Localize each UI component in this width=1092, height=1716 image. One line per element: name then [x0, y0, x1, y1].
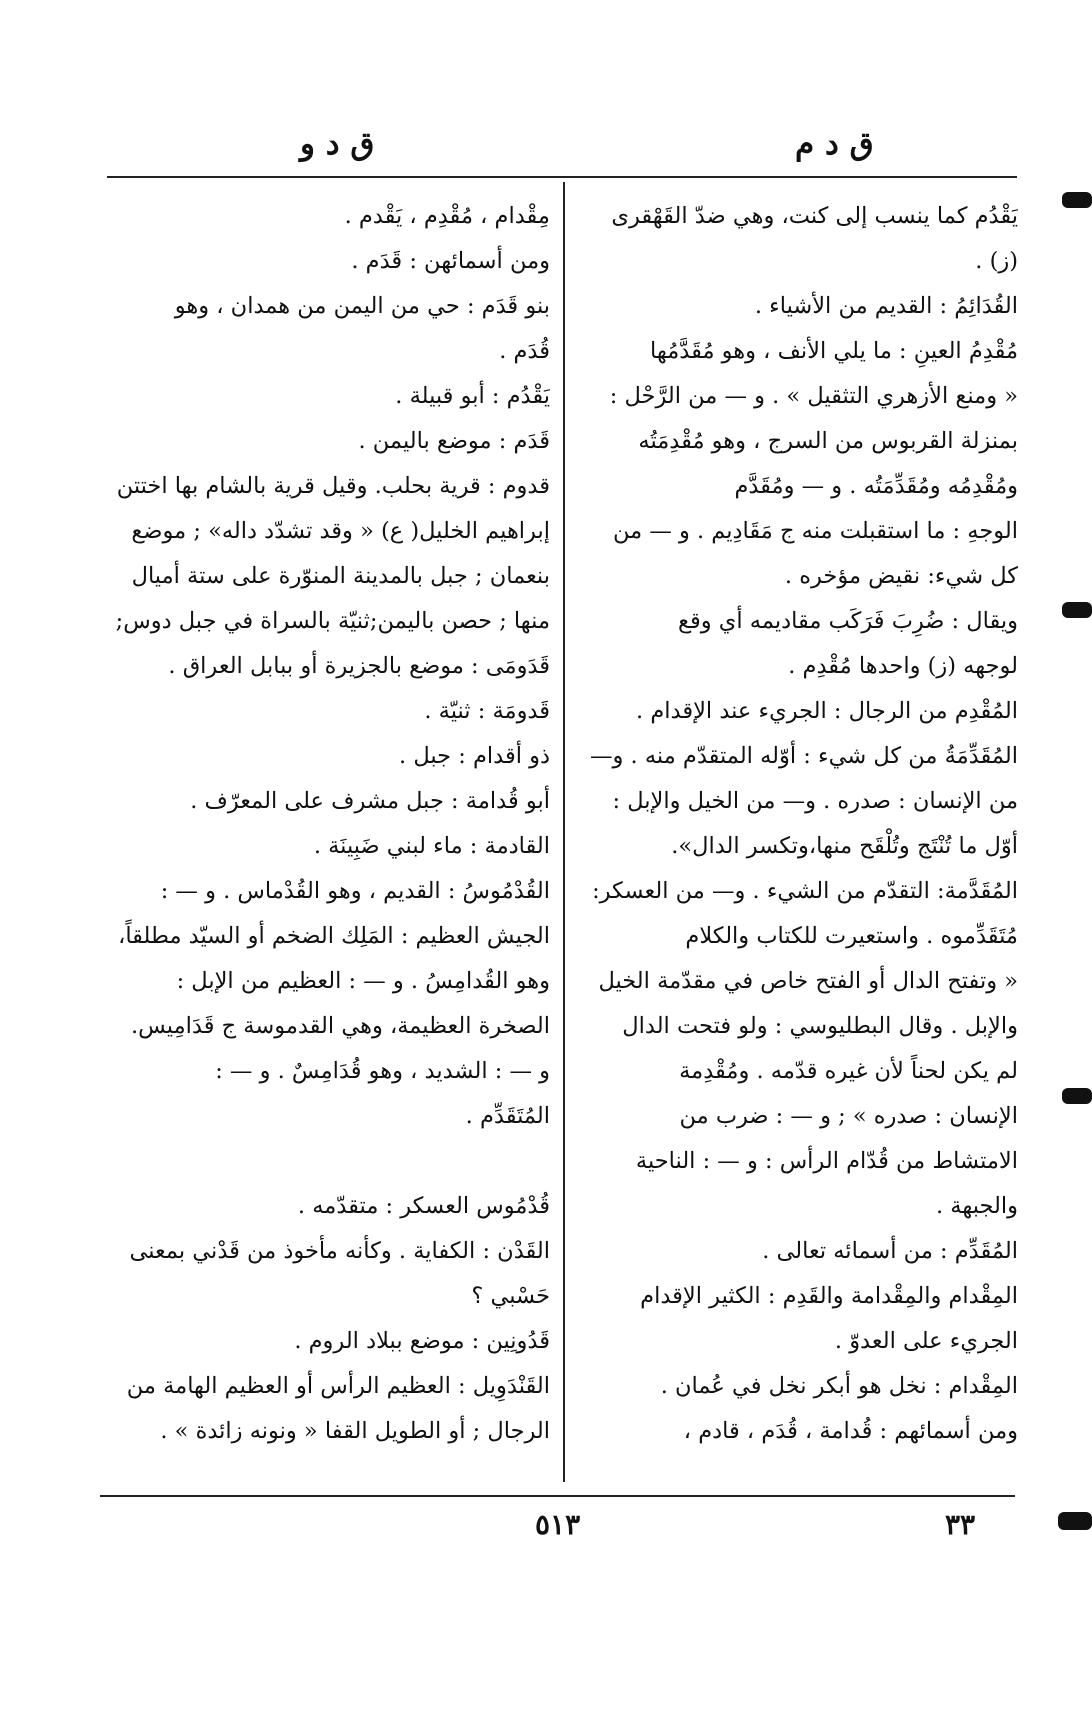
entry-line: الجيش العظيم : المَلِك الضخم أو السيّد مطلقاً، — [118, 923, 550, 949]
header-root-right: ق د م — [795, 126, 874, 162]
entry-line: إبراهيم الخليل( ع) « وقد تشدّد داله» ; موضع — [131, 518, 550, 544]
page-number-left: ٥١٣ — [535, 1508, 581, 1541]
entry-line — [110, 1139, 550, 1184]
entry-line: قَدَم : موضع باليمن . — [358, 428, 550, 454]
entry-line: مُتَقَدِّموه . واستعيرت للكتاب والكلام — [685, 923, 1018, 949]
entry-line: المُقَدِّمَةُ من كل شيء : أوّله المتقدّم منه . و— — [590, 743, 1018, 769]
entry-line: لم يكن لحناً لأن غيره قدّمه . ومُقْدِمة — [679, 1058, 1018, 1084]
entry-line: القَدْن : الكفاية . وكأنه مأخوذ من قَدْني بمعنى — [129, 1238, 550, 1264]
entry-line: قدوم : قرية بحلب. وقيل قرية بالشام بها اختتن — [116, 473, 550, 499]
entry-line: منها ; حصن باليمن;ثنيّة بالسراة في جبل دوس; — [115, 608, 550, 634]
bottom-rule — [100, 1495, 1015, 1497]
entry-line: « وتفتح الدال أو الفتح خاص في مقدّمة الخيل — [598, 968, 1018, 994]
entry-line: قَدُونِين : موضع ببلاد الروم . — [294, 1328, 550, 1354]
page-number-right: ٣٣ — [945, 1508, 976, 1541]
entry-line: المُقَدَّمة: التقدّم من الشيء . و— من العسكر: — [592, 878, 1018, 904]
entry-line: المِقْدام والمِقْدامة والقَدِم : الكثير الإقدام — [640, 1283, 1018, 1309]
entry-line: (ز) . — [975, 248, 1018, 274]
entry-line: ويقال : ضُرِبَ فَرَكَب مقاديمه أي وقع — [678, 608, 1018, 634]
scan-edge-mark — [1062, 192, 1092, 208]
entry-line: يَقْدُم : أبو قبيلة . — [395, 383, 550, 409]
column-divider — [563, 182, 565, 1482]
entry-line: أبو قُدامة : جبل مشرف على المعرّف . — [190, 788, 550, 814]
entry-line: ذو أقدام : جبل . — [399, 743, 550, 769]
entry-line: لوجهه (ز) واحدها مُقْدِم . — [788, 653, 1018, 679]
entry-line: القُدَائِمُ : القديم من الأشياء . — [754, 293, 1018, 319]
entry-line: الصخرة العظيمة، وهي القدموسة ج قَدَامِيس. — [130, 1013, 550, 1039]
entry-line: القُدْمُوسُ : القديم ، وهو القُدْماس . و — : — [160, 878, 550, 904]
entry-line: حَسْبي ؟ — [471, 1283, 550, 1309]
entry-line: بنعمان ; جبل بالمدينة المنوّرة على ستة أميال — [131, 563, 550, 589]
entry-line: كل شيء: نقيض مؤخره . — [784, 563, 1018, 589]
entry-line: الوجهِ : ما استقبلت منه ج مَقَادِيم . و — من — [613, 518, 1018, 544]
entry-line: مُقْدِمُ العينِ : ما يلي الأنف ، وهو مُقَدَّمُها — [650, 338, 1018, 364]
scan-edge-mark — [1062, 1088, 1092, 1104]
entry-line: الجريء على العدوّ . — [834, 1328, 1018, 1354]
entry-line: والإبل . وقال البطليوسي : ولو فتحت الدال — [622, 1013, 1018, 1039]
entry-line: ومن أسمائهن : قَدَم . — [351, 248, 550, 274]
header-root-left: ق د و — [300, 126, 375, 162]
entry-line: القادمة : ماء لبني ضَبِينَة . — [313, 833, 550, 859]
entry-line: المِقْدام : نخل هو أبكر نخل في عُمان . — [660, 1373, 1018, 1399]
entry-line: ومُقْدِمُه ومُقَدِّمَتُه . و — ومُقَدَّم — [734, 473, 1018, 499]
scan-edge-mark — [1062, 602, 1092, 618]
entry-line: والجبهة . — [935, 1193, 1018, 1219]
entry-line: قُدْمُوس العسكر : متقدّمه . — [297, 1193, 550, 1219]
right-column — [572, 194, 1018, 1454]
top-rule — [107, 176, 1017, 178]
entry-line: قَدومَة : ثنيّة . — [424, 698, 550, 724]
entry-line: بنو قَدَم : حي من اليمن من همدان ، وهو — [174, 293, 550, 319]
left-column — [110, 194, 550, 1454]
entry-line: المُقْدِم من الرجال : الجريء عند الإقدام . — [636, 698, 1018, 724]
entry-line: وهو القُدامِسُ . و — : العظيم من الإبل : — [176, 968, 550, 994]
entry-line: قَدَومَى : موضع بالجزيرة أو ببابل العراق . — [168, 653, 550, 679]
entry-line: الرجال ; أو الطويل القفا « ونونه زائدة » . — [160, 1418, 550, 1444]
entry-line: المُقَدِّم : من أسمائه تعالى . — [762, 1238, 1018, 1264]
entry-line: أوّل ما تُنْتَج وتُلْقَح منها،وتكسر الدال». — [671, 833, 1018, 859]
entry-line: الإنسان : صدره » ; و — : ضرب من — [679, 1103, 1018, 1129]
entry-line: الامتشاط من قُدّام الرأس : و — : الناحية — [635, 1148, 1018, 1174]
entry-line: ومن أسمائهم : قُدامة ، قُدَم ، قادم ، — [683, 1418, 1018, 1444]
entry-line: من الإنسان : صدره . و— من الخيل والإبل : — [612, 788, 1018, 814]
scan-edge-mark — [1058, 1512, 1092, 1530]
entry-line: مِقْدام ، مُقْدِم ، يَقْدم . — [344, 203, 550, 229]
entry-line: يَقْدُم كما ينسب إلى كنت، وهي ضدّ القَهْقرى — [611, 203, 1018, 229]
entry-line: بمنزلة القربوس من السرج ، وهو مُقْدِمَتُه — [638, 428, 1018, 454]
entry-line: و — : الشديد ، وهو قُدَامِسٌ . و — : — [215, 1058, 550, 1084]
entry-line: المُتَقَدِّم . — [465, 1103, 550, 1129]
entry-line: القَنْدَوِيل : العظيم الرأس أو العظيم الهامة من — [126, 1373, 550, 1399]
entry-line: « ومنع الأزهري التثقيل » . و — من الرَّحْل : — [609, 383, 1018, 409]
entry-line: قُدَم . — [499, 338, 550, 364]
